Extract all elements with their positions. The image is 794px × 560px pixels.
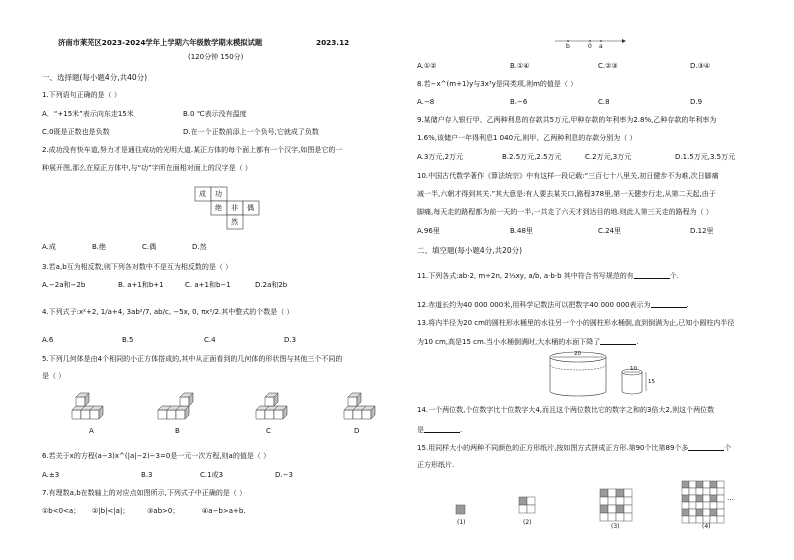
q9-stem-line2: 1.6%,该储户一年得利息1 040元,则甲、乙两种利息的存款分别为（ ） <box>417 134 637 142</box>
axis-label-a: a <box>599 43 603 50</box>
q10-option-c: C.24里 <box>598 227 622 235</box>
q8-stem: 8.若−x^(m+1)y与3x³y是同类项,则m的值是（ ） <box>417 80 578 88</box>
q3-option-d: D.2a和2b <box>255 281 288 289</box>
q5-stem-line2: 是（ ） <box>42 372 66 380</box>
pattern-label-4: (4) <box>702 523 711 530</box>
pattern-4-square <box>682 495 689 502</box>
q4-option-c: C.4 <box>204 336 216 344</box>
pattern-4-square <box>682 502 689 509</box>
axis-label-b: b <box>566 43 570 50</box>
pattern-4-square <box>696 509 703 516</box>
q8-option-a: A.−8 <box>417 98 435 106</box>
q15-stem-line1: 15.用同样大小的两种不同颜色的正方形纸片,按如图方式拼成正方形.第90个比第89个多 个 <box>417 444 732 452</box>
q6-stem: 6.若关于x的方程(a−3)x^(|a|−2)−3=0是一元一次方程,则a的值是（ ） <box>42 452 271 460</box>
q7-option-c: C.②③ <box>598 62 618 70</box>
q15-stem-line2: 正方形纸片. <box>417 461 455 469</box>
q2-stem-line1: 2.成功没有快车道,努力才是通往成功的光明大道.某正方体的每个面上都有一个汉字,如图是它的一 <box>42 146 343 154</box>
q2-option-a: A.成 <box>42 243 56 251</box>
pattern-4-square <box>689 509 696 516</box>
q6-option-b: B.3 <box>141 471 153 479</box>
q13-stem-line2: 为10 cm,高是15 cm.当小水桶倒满时,大水桶的水面下降了 . <box>417 338 639 346</box>
big-radius-label: 20 <box>574 351 581 357</box>
q5-label-c: C <box>266 427 271 435</box>
pattern-4-square <box>717 481 724 488</box>
q10-stem-line1: 10.中国古代数学著作《算法统宗》中有这样一段记载:“三百七十八里关,初日健步不为难,次日脚痛 <box>417 172 719 180</box>
q5-label-b: B <box>175 427 180 435</box>
pattern-4-square <box>689 488 696 495</box>
pattern-4-square <box>682 488 689 495</box>
pattern-4-square <box>696 488 703 495</box>
q1-stem: 1.下列语句正确的是（ ） <box>42 91 121 99</box>
pattern-label-2: (2) <box>523 519 532 526</box>
q5-label-d: D <box>354 427 360 435</box>
pattern-4-square <box>689 516 696 523</box>
q6-option-a: A.±3 <box>42 471 60 479</box>
q13-stem-line1: 13.将内半径为20 cm的圆柱形水桶里的水往另一个小的圆柱形水桶倒,直到倒满为止,已知小圆柱内半径 <box>417 319 735 327</box>
net-cell-6: 然 <box>231 218 238 226</box>
q7-option-b: B.①④ <box>510 62 530 70</box>
pattern-4-square <box>696 495 703 502</box>
pattern-4-square <box>717 488 724 495</box>
q1-option-c: C.0既是正数也是负数 <box>42 128 110 136</box>
q5-label-a: A <box>89 427 94 435</box>
q2-option-d: D.然 <box>192 243 207 251</box>
pattern-4-square <box>710 495 717 502</box>
q1-option-b: B.0 ℃表示没有温度 <box>183 110 247 118</box>
q6-option-d: D.−3 <box>275 471 293 479</box>
net-cell-4: 非 <box>231 204 238 212</box>
q7-statement-3: ③ab>0； <box>147 507 180 515</box>
small-radius-label: 10 <box>630 366 637 372</box>
pattern-4-square <box>682 509 689 516</box>
pattern-4-square <box>703 502 710 509</box>
exam-duration-score: (120分钟 150分) <box>188 53 244 61</box>
pattern-4-square <box>682 481 689 488</box>
pattern-4-square <box>689 502 696 509</box>
pattern-4-square <box>710 481 717 488</box>
pattern-4-square <box>689 495 696 502</box>
q10-option-a: A.96里 <box>417 227 440 235</box>
q14-stem-line2: 是 . <box>417 426 463 434</box>
q8-option-b: B.−6 <box>510 98 528 106</box>
pattern-4-square <box>703 495 710 502</box>
q2-option-c: C.偶 <box>142 243 157 251</box>
q3-option-c: C. a+1和b−1 <box>185 281 231 289</box>
pattern-4-square <box>696 481 703 488</box>
q4-option-d: D.3 <box>284 336 297 344</box>
q10-option-d: D.12里 <box>690 227 714 235</box>
q9-option-d: D.1.5万元,3.5万元 <box>675 153 736 161</box>
q7-stem: 7.有理数a,b在数轴上的对应点如图所示,下列式子中正确的是（ ） <box>42 489 247 497</box>
q4-option-b: B.5 <box>122 336 134 344</box>
pattern-4-square <box>703 488 710 495</box>
q3-option-a: A.−2a和−2b <box>42 281 86 289</box>
q7-statement-2: ②|b|<|a|； <box>92 507 130 515</box>
pattern-4-square <box>717 509 724 516</box>
q4-option-a: A.6 <box>42 336 54 344</box>
pattern-4-square <box>703 481 710 488</box>
q10-option-b: B.48里 <box>510 227 533 235</box>
q11-stem: 11.下列各式:ab·2, m÷2n, 2⅓xy, a/b, a·b·b 其中符合书写规范的有 个. <box>417 272 679 280</box>
pattern-4-square <box>696 516 703 523</box>
pattern-4-square <box>710 516 717 523</box>
pattern-4-square <box>717 516 724 523</box>
q3-stem: 3.若a,b互为相反数,则下列各对数中不是互为相反数的是（ ） <box>42 263 233 271</box>
q7-statement-4: ④a−b>a+b. <box>202 507 246 515</box>
exam-date: 2023.12 <box>316 38 350 47</box>
section-1-heading: 一、选择题(每小题4分,共40分) <box>42 73 148 82</box>
axis-label-zero: 0 <box>588 43 592 50</box>
pattern-4-square <box>717 502 724 509</box>
q9-stem-line1: 9.某储户存入银行甲、乙两种利息的存款共5万元,甲种存款的年利率为2.8%,乙种存款的年利率为 <box>417 116 717 124</box>
q6-option-c: C.1或3 <box>200 471 224 479</box>
q7-statement-1: ①b<0<a； <box>42 507 81 515</box>
small-height-label: 15 <box>648 379 655 385</box>
q2-stem-line2: 种展开图,那么在原正方体中,与“功”字所在面相对面上的汉字是（ ） <box>42 164 252 172</box>
pattern-4-square <box>703 516 710 523</box>
q10-stem-line3: 脚痛,每天走的路程都为前一天的一半,一共走了六天才到达目的地.则此人第三天走的路程为（ ） <box>417 208 713 216</box>
q9-option-c: C.2万元,3万元 <box>585 153 632 161</box>
pattern-4-square <box>717 495 724 502</box>
q10-stem-line2: 减一半,六朝才得到其关.”其大意是:有人要去某关口,路程378里,第一天健步行走,从第二天起,由于 <box>417 190 716 198</box>
q7-option-d: D.③④ <box>690 62 711 70</box>
net-cell-3: 绝 <box>215 204 222 212</box>
net-cell-5: 偶 <box>247 204 254 212</box>
pattern-label-1: (1) <box>457 519 466 526</box>
q1-option-a: A．“+15米”表示向东走15米 <box>42 110 134 118</box>
q8-option-c: C.8 <box>598 98 610 106</box>
exam-title: 济南市莱芜区2023-2024学年上学期六年级数学期末模拟试题 <box>58 38 263 47</box>
q3-option-b: B. a+1和b+1 <box>118 281 164 289</box>
q7-option-a: A.①② <box>417 62 437 70</box>
pattern-4-square <box>710 488 717 495</box>
pattern-continuation: … <box>727 494 734 502</box>
pattern-4-square <box>710 502 717 509</box>
q1-option-d: D.在一个正数前添上一个负号,它就成了负数 <box>183 128 319 136</box>
q9-option-b: B.2.5万元,2.5万元 <box>502 153 562 161</box>
q9-option-a: A.3万元,2万元 <box>417 153 464 161</box>
pattern-4-square <box>689 481 696 488</box>
q5-stem-line1: 5.下列几何体是由4个相同的小正方体搭成的,其中从正面看到的几何体的形状图与其他三个不同的 <box>42 355 343 363</box>
pattern-4-square <box>682 516 689 523</box>
q4-stem: 4.下列式子:x²+2, 1/a+4, 3ab²/7, ab/c, −5x, 0, πx²/2.其中整式的个数是（ ） <box>42 308 294 316</box>
q8-option-d: D.9 <box>690 98 703 106</box>
net-cell-1: 成 <box>199 190 206 198</box>
q2-option-b: B.绝 <box>92 243 107 251</box>
section-2-heading: 二、填空题(每小题4分,共20分) <box>417 246 523 255</box>
q12-stem: 12.赤道长约为40 000 000米,用科学记数法可以把数字40 000 000表示为 . <box>417 301 689 309</box>
pattern-label-3: (3) <box>611 523 620 530</box>
pattern-4-square <box>710 509 717 516</box>
pattern-4-square <box>696 502 703 509</box>
q14-stem-line1: 14.一个两位数,个位数字比十位数字大4,而且这个两位数比它的数字之和的3倍大2,则这个两位数 <box>417 406 715 414</box>
net-cell-2: 功 <box>215 190 222 198</box>
pattern-4-square <box>703 509 710 516</box>
